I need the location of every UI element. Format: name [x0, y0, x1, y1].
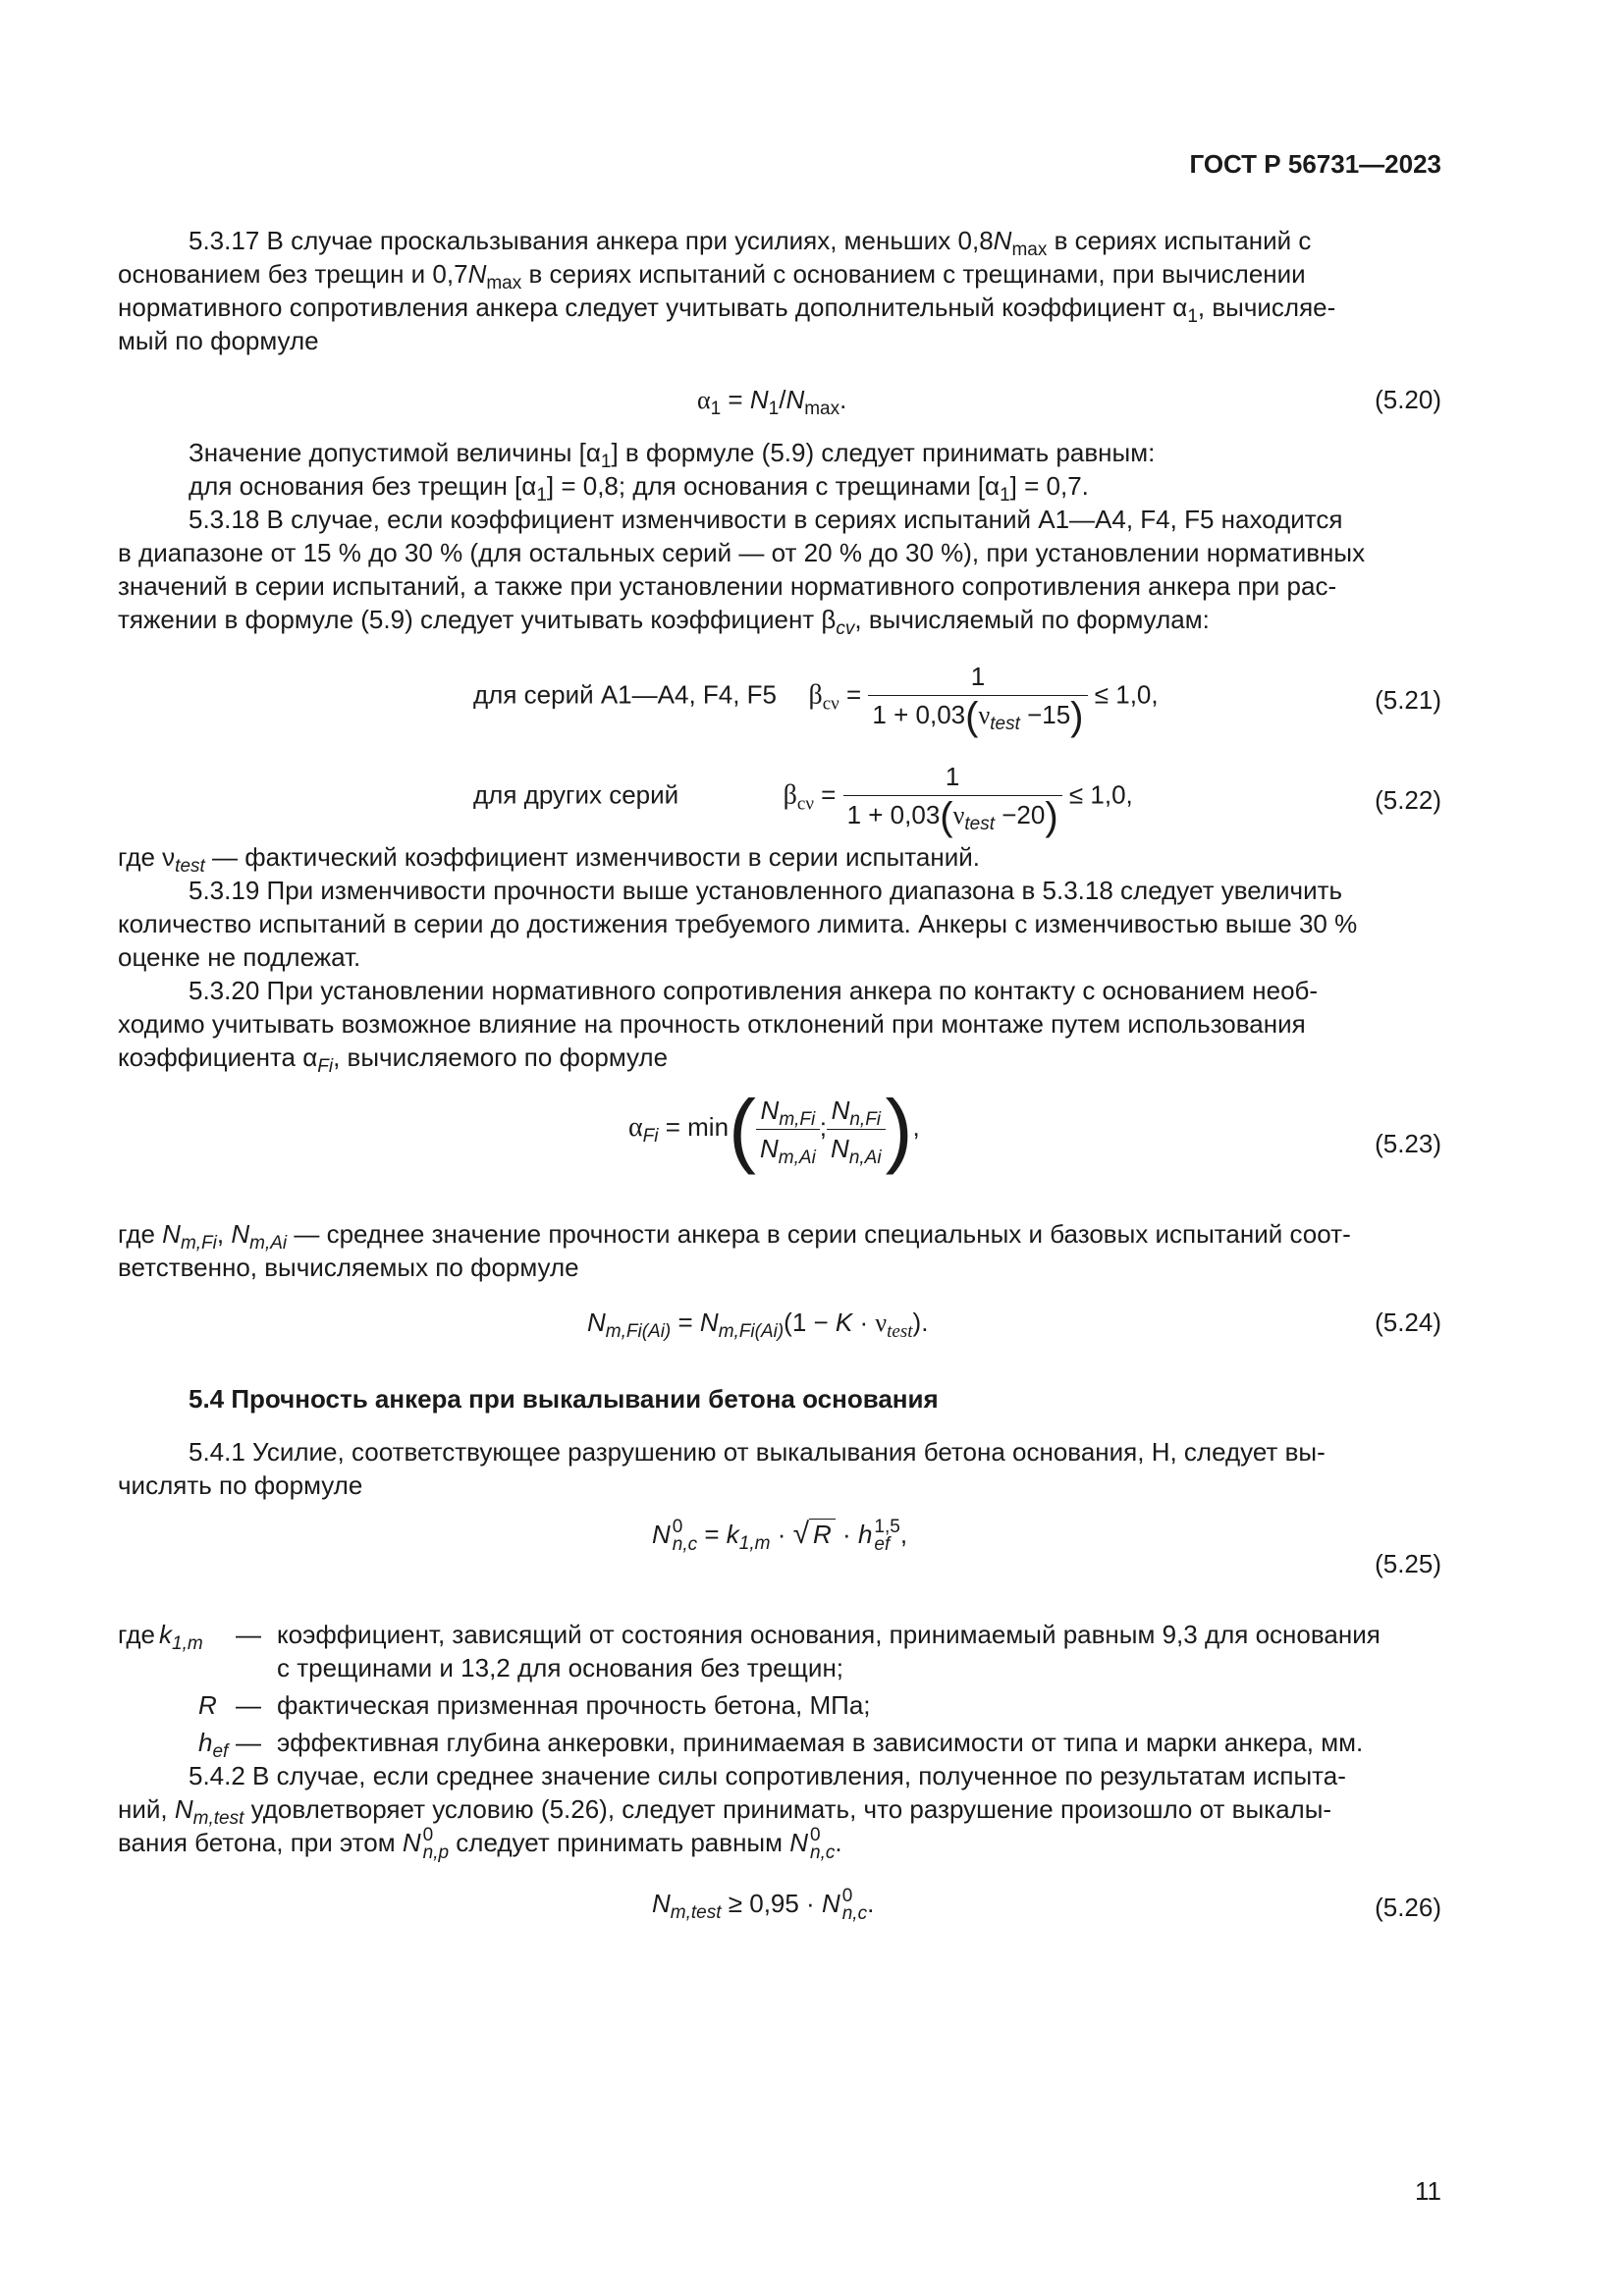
text-line: мый по формуле: [118, 326, 319, 355]
text-line: тяжении в формуле (5.9) следует учитывать коэффициент $\beta_{cv}$, вычисляемый по формулам:: [118, 605, 1210, 640]
text-line: для основания без трещин $[\alpha_1] = 0,8$; для основания с трещинами $[\alpha_1] = 0,7$.: [189, 471, 1089, 507]
text-line: ний, $N_{m,test}$ удовлетворяет условию (5.26), следует принимать, что разрушение произошло от выкалы-: [118, 1794, 1332, 1830]
page-number: 11: [1415, 2176, 1441, 2206]
definition-k-symbol: $k_{1,m}$: [159, 1620, 203, 1655]
text-line: основанием без трещин и $0,7N_{max}$ в сериях испытаний с основанием с трещинами, при вычислении: [118, 259, 1306, 294]
definition-dash: —: [236, 1620, 261, 1649]
fraction: $\frac{1}{1 + 0,03(\nu_{test} -15)}$: [868, 660, 1087, 733]
definition-h-symbol: $h_{ef}$: [198, 1728, 229, 1763]
formula-5-24: $N_{m,Fi(Ai)} = N_{m,Fi(Ai)}(1 - K \cdot \nu_{test})$.: [587, 1308, 929, 1343]
formula-5-26: $N_{m,test} \ge 0,95 \cdot N$ 0 n,c .: [652, 1886, 875, 1925]
definition-r-symbol: R: [198, 1690, 217, 1720]
formula-5-22: для других серий $\beta_{c\nu}$ = $\frac{1}{1 + 0,03(\nu_{test} -20)}$ ≤ 1,0,: [473, 762, 1133, 839]
text-line: 5.3.19 При изменчивости прочности выше установленного диапазона в 5.3.18 следует увеличить: [189, 876, 1343, 905]
section-title: 5.4 Прочность анкера при выкалывании бетона основания: [189, 1384, 939, 1414]
text-line: 5.3.20 При установлении нормативного сопротивления анкера по контакту с основанием необ-: [189, 976, 1319, 1005]
definition-where: где: [118, 1620, 155, 1649]
where-n-m: [118, 1217, 1441, 1284]
text-line: 5.4.1 Усилие, соответствующее разрушению от выкалывания бетона основания, Н, следует вы-: [189, 1437, 1326, 1467]
text-line: значений в серии испытаний, а также при установлении нормативного сопротивления анкера при рас-: [118, 571, 1337, 601]
formula-number: (5.23): [1375, 1129, 1441, 1158]
text-line: коэффициента $\alpha_{Fi}$, вычисляемого по формуле: [118, 1042, 669, 1078]
text-line: 5.3.18 В случае, если коэффициент изменчивости в сериях испытаний А1—А4, F4, F5 находится: [189, 505, 1343, 534]
text-line: в диапазоне от 15 % до 30 % (для остальных серий — от 20 % до 30 %), при установлении нормативных: [118, 538, 1366, 567]
where-nu-test: [118, 840, 1441, 878]
formula-number: (5.22): [1375, 785, 1441, 815]
paragraph-5-3-20: [118, 974, 1441, 1078]
formula-number: (5.25): [1375, 1549, 1441, 1578]
formula-5-23: $\alpha_{Fi} = \min$( $\frac{N_{m,Fi}}{N_{m,Ai}}$ ; $\frac{N_{n,Fi}}{N_{n,Ai}}$ ),: [628, 1083, 920, 1175]
formula-number: (5.24): [1375, 1308, 1441, 1337]
formula-number: (5.26): [1375, 1893, 1441, 1922]
definition-h-text: эффективная глубина анкеровки, принимаемая в зависимости от типа и марки анкера, мм.: [277, 1728, 1364, 1757]
section-5-4-heading: [118, 1382, 1441, 1415]
text-line: 5.3.17 В случае проскальзывания анкера при усилиях, меньших $0,8N_{max}$ в сериях испытаний с: [189, 226, 1312, 261]
text-line: ходимо учитывать возможное влияние на прочность отклонений при монтаже путем использования: [118, 1009, 1306, 1039]
text-line: 5.4.2 В случае, если среднее значение силы сопротивления, полученное по результатам испыта-: [189, 1761, 1346, 1790]
definition-r-text: фактическая призменная прочность бетона, МПа;: [277, 1690, 871, 1720]
fraction: $\frac{N_{n,Fi}}{N_{n,Ai}}$: [827, 1094, 886, 1165]
definition-dash: —: [236, 1728, 261, 1757]
text-line: оценке не подлежат.: [118, 942, 361, 972]
formula-5-21: для серий А1—А4, F4, F5 $\beta_{c\nu}$ = $\frac{1}{1 + 0,03(\nu_{test} -15)}$ ≤ 1,0,: [473, 662, 1159, 739]
definition-k-text: коэффициент, зависящий от состояния основания, принимаемый равным 9,3 для основания с трещинами и 13,2 для основания без трещин;: [277, 1620, 1380, 1682]
fraction: $\frac{N_{m,Fi}}{N_{m,Ai}}$: [756, 1094, 820, 1165]
text-line: вания бетона, при этом N 0 n,p следует принимать равным N 0 n,c .: [118, 1825, 842, 1864]
paragraph-5-3-17: [118, 224, 1441, 357]
paragraph-5-4-2: [118, 1759, 1441, 1862]
text-line: числять по формуле: [118, 1470, 363, 1500]
formula-number: (5.20): [1375, 385, 1441, 414]
formula-5-20: $\alpha_1 = N_1/N_{max}$.: [697, 385, 847, 420]
paragraph-5-3-18: [118, 503, 1441, 640]
definition-dash: —: [236, 1690, 261, 1720]
formula-5-25: N 0 n,c = $k_{1,m}$ · √ R · h 1,5 ef ,: [652, 1517, 908, 1556]
text-line: где $N_{m,Fi}$, $N_{m,Ai}$ — среднее значение прочности анкера в серии специальных и базовых испытаний соот-: [118, 1219, 1351, 1255]
paragraph-allowable-value: [118, 436, 1441, 507]
text-line: нормативного сопротивления анкера следует учитывать дополнительный коэффициент $\alpha_1$, вычисляе-: [118, 293, 1336, 328]
text-line: где $\nu_{test}$ — фактический коэффициент изменчивости в серии испытаний.: [118, 842, 980, 878]
text-line: количество испытаний в серии до достижения требуемого лимита. Анкеры с изменчивостью выше 30 %: [118, 909, 1358, 938]
document-header: ГОСТ Р 56731—2023: [1189, 149, 1441, 179]
fraction: $\frac{1}{1 + 0,03(\nu_{test} -20)}$: [843, 760, 1062, 833]
formula-number: (5.21): [1375, 685, 1441, 715]
text-line: Значение допустимой величины $[\alpha_1]$ в формуле (5.9) следует принимать равным:: [189, 438, 1156, 473]
text-line: ветственно, вычисляемых по формуле: [118, 1253, 579, 1282]
paragraph-5-4-1: [118, 1435, 1441, 1502]
paragraph-5-3-19: [118, 874, 1441, 974]
